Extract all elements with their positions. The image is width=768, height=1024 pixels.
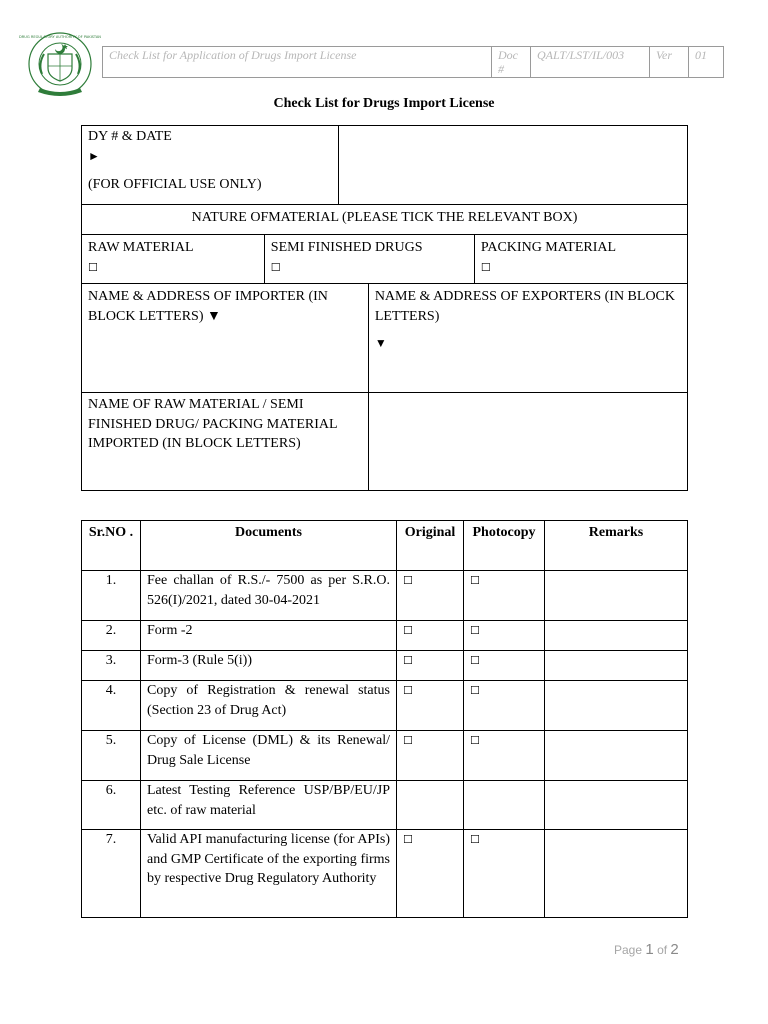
of-word: of	[657, 943, 668, 957]
col-documents: Documents	[141, 521, 397, 571]
semi-finished-label: SEMI FINISHED DRUGS	[270, 240, 423, 255]
current-page: 1	[645, 941, 654, 958]
nature-of-material: NATURE OFMATERIAL (PLEASE TICK THE RELEVANT BOX)	[82, 205, 688, 235]
info-table	[81, 125, 688, 491]
dy-date-value[interactable]	[338, 126, 687, 205]
raw-material-checkbox[interactable]: ☐	[88, 260, 98, 274]
original-checkbox[interactable]: ☐	[397, 651, 464, 681]
row-remarks[interactable]	[545, 571, 688, 621]
dy-date-label: DY # & DATE	[88, 129, 172, 144]
importer-label: NAME & ADDRESS OF IMPORTER (IN BLOCK LETTERS) ▼	[88, 289, 328, 324]
ver-label: Ver	[650, 47, 689, 78]
photocopy-checkbox[interactable]: ☐	[464, 681, 545, 731]
dra-pakistan-logo	[19, 30, 101, 102]
row-remarks[interactable]	[545, 781, 688, 830]
col-original: Original	[397, 521, 464, 571]
page-number	[614, 941, 679, 958]
photocopy-checkbox[interactable]: ☐	[464, 621, 545, 651]
packing-material-label: PACKING MATERIAL	[480, 240, 617, 255]
row-document: Fee challan of R.S./- 7500 as per S.R.O. 526(I)/2021, dated 30-04-2021	[141, 571, 397, 621]
material-name-value[interactable]	[368, 393, 687, 491]
logo-caption: DRUG REGULATORY AUTHORITY OF PAKISTAN	[19, 35, 101, 39]
packing-material-cell[interactable]	[474, 235, 687, 284]
row-document: Form-3 (Rule 5(i))	[141, 651, 397, 681]
original-checkbox[interactable]: ☐	[397, 731, 464, 781]
col-photocopy: Photocopy	[464, 521, 545, 571]
table-row	[82, 731, 688, 781]
original-checkbox[interactable]: ☐	[397, 681, 464, 731]
col-sr-no: Sr.NO .	[82, 521, 141, 571]
table-row	[82, 651, 688, 681]
raw-material-cell[interactable]	[82, 235, 265, 284]
semi-finished-checkbox[interactable]: ☐	[270, 260, 281, 274]
official-use-label: (FOR OFFICIAL USE ONLY)	[88, 177, 262, 192]
row-sr: 7.	[82, 830, 141, 918]
col-remarks: Remarks	[545, 521, 688, 571]
row-remarks[interactable]	[545, 651, 688, 681]
row-document: Valid API manufacturing license (for APIs) and GMP Certificate of the exporting firms by respective Drug Regulatory Authority	[141, 830, 397, 918]
original-checkbox[interactable]: ☐	[397, 830, 464, 918]
original-checkbox[interactable]: ☐	[397, 571, 464, 621]
importer-cell[interactable]	[82, 284, 369, 393]
table-row	[82, 621, 688, 651]
total-pages: 2	[670, 941, 679, 958]
row-sr: 1.	[82, 571, 141, 621]
raw-material-label: RAW MATERIAL	[88, 240, 194, 255]
row-sr: 6.	[82, 781, 141, 830]
photocopy-checkbox[interactable]: ☐	[464, 651, 545, 681]
semi-finished-cell[interactable]	[264, 235, 474, 284]
material-name-label: NAME OF RAW MATERIAL / SEMI FINISHED DRUG/ PACKING MATERIAL IMPORTED (IN BLOCK LETTERS)	[82, 393, 369, 491]
packing-material-checkbox[interactable]: ☐	[480, 260, 491, 274]
exporter-label: NAME & ADDRESS OF EXPORTERS (IN BLOCK LETTERS)	[374, 289, 676, 324]
arrow-right-icon: ►	[88, 148, 100, 163]
table-header-row	[82, 521, 688, 571]
header-title: Check List for Application of Drugs Import License	[103, 47, 492, 78]
row-sr: 3.	[82, 651, 141, 681]
ver-value: 01	[689, 47, 724, 78]
doc-label: Doc #	[492, 47, 531, 78]
doc-number: QALT/LST/IL/003	[531, 47, 650, 78]
row-remarks[interactable]	[545, 830, 688, 918]
photocopy-checkbox[interactable]: ☐	[464, 571, 545, 621]
page-word: Page	[614, 943, 643, 957]
page-title: Check List for Drugs Import License	[273, 96, 495, 111]
original-checkbox[interactable]: ☐	[397, 621, 464, 651]
table-row	[82, 830, 688, 918]
row-document: Form -2	[141, 621, 397, 651]
arrow-down-icon: ▼	[374, 336, 387, 350]
table-row	[82, 681, 688, 731]
row-remarks[interactable]	[545, 731, 688, 781]
exporter-cell[interactable]	[368, 284, 687, 393]
row-sr: 5.	[82, 731, 141, 781]
row-document: Copy of License (DML) & its Renewal/ Drug Sale License	[141, 731, 397, 781]
row-remarks[interactable]	[545, 621, 688, 651]
row-remarks[interactable]	[545, 681, 688, 731]
row-document: Latest Testing Reference USP/BP/EU/JP etc. of raw material	[141, 781, 397, 830]
row-sr: 4.	[82, 681, 141, 731]
dy-date-cell	[82, 126, 339, 205]
original-cell[interactable]	[397, 781, 464, 830]
photocopy-cell[interactable]	[464, 781, 545, 830]
photocopy-checkbox[interactable]: ☐	[464, 830, 545, 918]
document-header	[102, 46, 724, 78]
table-row	[82, 571, 688, 621]
row-sr: 2.	[82, 621, 141, 651]
row-document: Copy of Registration & renewal status (Section 23 of Drug Act)	[141, 681, 397, 731]
photocopy-checkbox[interactable]: ☐	[464, 731, 545, 781]
table-row	[82, 781, 688, 830]
documents-table	[81, 520, 688, 918]
